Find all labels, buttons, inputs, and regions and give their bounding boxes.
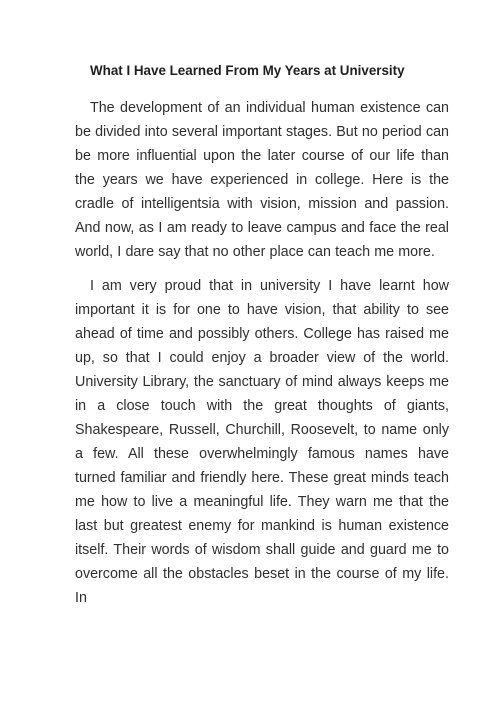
paragraph-2: I am very proud that in university I have learnt how important it is for one to have vision, that ability to see ahead of time and possibly others. College has raised me up, so that I could enjoy a broader view of the world. University Library, the sanctuary of mind always keeps me in a close touch with the great thoughts of giants, Shakespeare, Russell, Churchill, Roosevelt, to name only a few. All these overwhelmingly famous names have turned familiar and friendly here. These great minds teach me how to live a meaningful life. They warn me that the last but greatest enemy for mankind is human existence itself. Their words of wisdom shall guide and guard me to overcome all the obstacles beset in the course of my life. In [75,278,449,606]
paragraph-1: The development of an individual human existence can be divided into several important stages. But no period can be more influential upon the later course of our life than the years we have experienced in college. Here is the cradle of intelligentsia with vision, mission and passion. And now, as I am ready to leave campus and face the real world, I dare say that no other place can teach me more. [75,100,449,260]
document-title: What I Have Learned From My Years at University [90,63,405,78]
